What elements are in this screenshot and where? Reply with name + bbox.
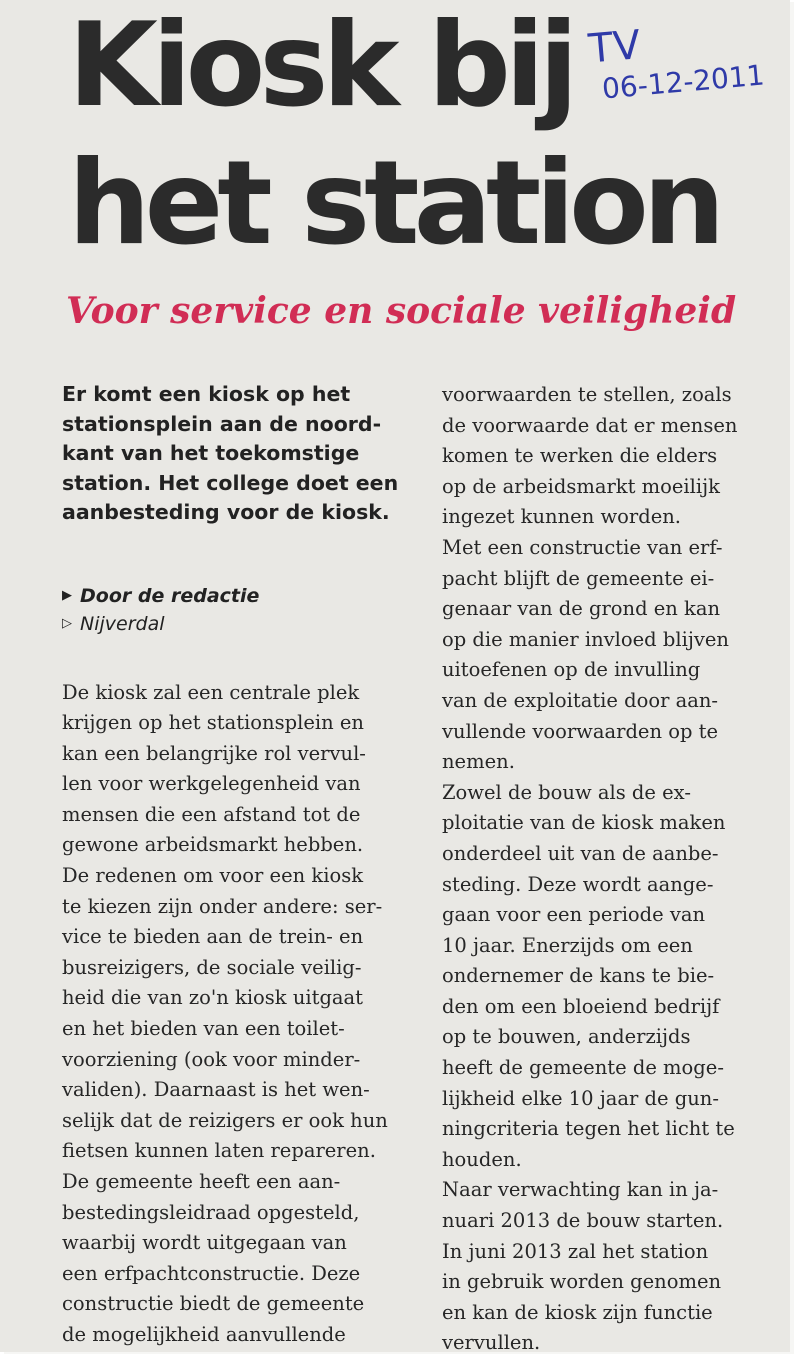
text-line: onderdeel uit van de aanbe- — [442, 841, 719, 865]
text-line: op te bouwen, anderzijds — [442, 1025, 691, 1049]
headline-line-2: het station — [68, 136, 720, 271]
text-line: en kan de kiosk zijn functie — [442, 1300, 713, 1324]
text-line: De gemeente heeft een aan- — [62, 1170, 341, 1193]
text-line: de voorwaarde dat er mensen — [442, 413, 738, 437]
text-line: en het bieden van een toilet- — [62, 1017, 345, 1041]
text-line: ploitatie van de kiosk maken — [442, 811, 726, 835]
text-line: bestedingsleidraad opgesteld, — [62, 1200, 360, 1224]
text-line: lijkheid elke 10 jaar de gun- — [442, 1086, 719, 1110]
text-line: op die manier invloed blijven — [442, 627, 729, 651]
text-line: waarbij wordt uitgegaan van — [62, 1231, 347, 1255]
text-line: busreizigers, de sociale veilig- — [62, 955, 362, 979]
outline-triangle-icon: ▷ — [62, 615, 72, 631]
text-line: In juni 2013 zal het station — [442, 1239, 709, 1263]
lead-line: aanbesteding voor de kiosk. — [62, 500, 390, 524]
text-line: op de arbeidsmarkt moeilijk — [442, 474, 720, 498]
text-line: gaan voor een periode van — [442, 903, 706, 927]
text-line: gewone arbeidsmarkt hebben. — [62, 833, 364, 857]
text-line: vervullen. — [442, 1331, 541, 1355]
text-line: mensen die een afstand tot de — [62, 802, 361, 826]
filled-triangle-icon: ▶ — [62, 587, 72, 603]
text-line: validen). Daarnaast is het wen- — [62, 1078, 370, 1102]
text-line: kan een belangrijke rol vervul- — [62, 741, 366, 765]
text-line: vice te bieden aan de trein- en — [62, 925, 364, 949]
text-line: den om een bloeiend bedrijf — [442, 994, 720, 1018]
article-column-right — [442, 380, 772, 1359]
text-line: steding. Deze wordt aange- — [442, 872, 714, 896]
text-line: voorwaarden te stellen, zoals — [442, 383, 732, 406]
text-line: nemen. — [442, 750, 515, 774]
text-line: Zowel de bouw als de ex- — [442, 780, 691, 804]
text-line: houden. — [442, 1147, 522, 1171]
text-line: voorziening (ook voor minder- — [62, 1047, 361, 1071]
byline-author: Door de redactie — [80, 584, 260, 607]
text-line: van de exploitatie door aan- — [442, 688, 719, 712]
text-line: selijk dat de reizigers er ook hun — [62, 1108, 388, 1132]
text-line: vullende voorwaarden op te — [442, 719, 719, 743]
lead-line: kant van het toekomstige — [62, 441, 360, 465]
byline — [62, 582, 412, 638]
text-line: 10 jaar. Enerzijds om een — [442, 933, 693, 957]
lead-line: Er komt een kiosk op het — [62, 382, 351, 406]
text-line: komen te werken die elders — [442, 444, 718, 468]
article-lead — [62, 380, 412, 528]
text-line: heeft de gemeente de moge- — [442, 1056, 724, 1080]
headline-line-1: Kiosk bij — [68, 0, 573, 133]
text-line: in gebruik worden genomen — [442, 1270, 722, 1294]
annotation-source: TV — [586, 22, 643, 73]
text-line: een erfpachtconstructie. Deze — [62, 1261, 361, 1285]
body-text-left — [62, 678, 412, 1351]
text-line: te kiezen zijn onder andere: ser- — [62, 894, 383, 918]
text-line: ningcriteria tegen het licht te — [442, 1117, 735, 1141]
text-line: pacht blijft de gemeente ei- — [442, 566, 715, 590]
text-line: uitoefenen op de invulling — [442, 658, 701, 682]
text-line: fietsen kunnen laten repareren. — [62, 1139, 376, 1163]
text-line: heid die van zo'n kiosk uitgaat — [62, 986, 364, 1010]
text-line: De kiosk zal een centrale plek — [62, 680, 360, 704]
lead-line: station. Het college doet een — [62, 470, 399, 495]
text-line: ondernemer de kans te bie- — [442, 964, 715, 988]
text-line: constructie biedt de gemeente — [62, 1292, 365, 1316]
text-line: nuari 2013 de bouw starten. — [442, 1209, 724, 1233]
handwritten-annotation — [587, 15, 766, 107]
byline-place: Nijverdal — [80, 612, 165, 635]
text-line: ingezet kunnen worden. — [442, 505, 681, 529]
text-line: de mogelijkheid aanvullende — [62, 1322, 346, 1346]
article-column-left — [62, 380, 412, 1351]
text-line: De redenen om voor een kiosk — [62, 864, 364, 888]
text-line: len voor werkgelegenheid van — [62, 772, 361, 796]
article-subtitle: Voor service en sociale veiligheid — [66, 290, 737, 332]
text-line: Naar verwachting kan in ja- — [442, 1178, 719, 1202]
text-line: genaar van de grond en kan — [442, 597, 721, 621]
body-text-right — [442, 380, 772, 1359]
text-line: krijgen op het stationsplein en — [62, 711, 364, 735]
lead-line: stationsplein aan de noord- — [62, 411, 382, 436]
annotation-date: 06-12-2011 — [600, 58, 766, 106]
text-line: Met een constructie van erf- — [442, 535, 723, 559]
